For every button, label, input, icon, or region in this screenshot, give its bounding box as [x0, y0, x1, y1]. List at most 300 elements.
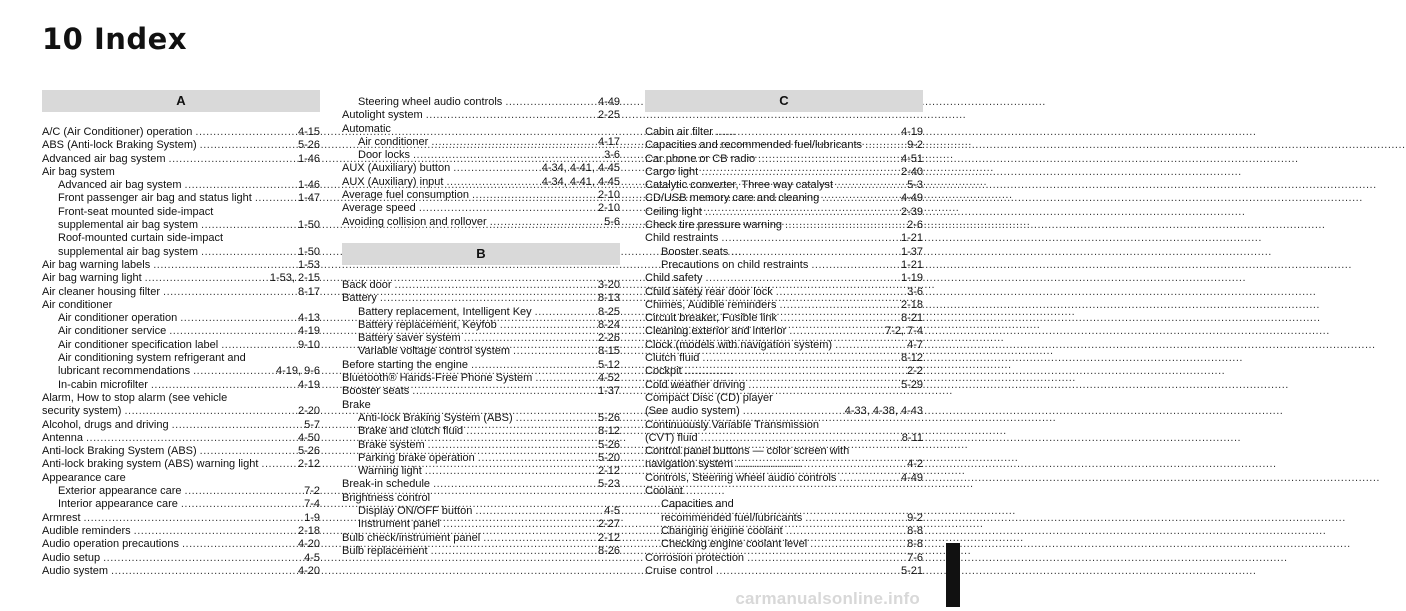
entry-term: Chimes, Audible reminders: [645, 298, 777, 311]
dot-leader: [705, 206, 898, 219]
index-entry: [645, 405, 923, 418]
entry-page: 9-10: [297, 338, 320, 351]
entry-term: AUX (Auxiliary) button: [342, 162, 451, 175]
index-entry: [42, 498, 320, 511]
dot-leader: [145, 272, 267, 285]
entry-page: 8-12: [900, 352, 923, 365]
dot-leader: [805, 512, 904, 525]
dot-leader: [453, 162, 539, 175]
entry-page: 4-34, 4-41, 4-45: [541, 175, 620, 188]
entry-page: 1-9: [304, 511, 320, 524]
entry-page: 5-6: [604, 215, 620, 228]
entry-page: 2-18: [900, 298, 923, 311]
entry-term: (See audio system): [645, 405, 740, 418]
index-entry: [645, 552, 923, 565]
entry-page: 2-6: [907, 219, 923, 232]
dot-leader: [395, 279, 595, 292]
entry-page: 4-13: [297, 312, 320, 325]
entry-page: 1-50: [297, 245, 320, 258]
index-entry: [342, 96, 620, 109]
entry-term: Cleaning exterior and interior: [645, 325, 787, 338]
entry-page: 4-2: [907, 458, 923, 471]
entry-term: In-cabin microfilter: [58, 378, 148, 391]
entry-term: Brake system: [358, 438, 425, 451]
entry-term: Door locks: [358, 149, 410, 162]
entry-page: 2-18: [297, 524, 320, 537]
entry-page: 1-46: [297, 152, 320, 165]
dot-leader: [380, 292, 595, 305]
index-entry: [42, 192, 320, 205]
index-entry: [645, 512, 923, 525]
dot-leader: [413, 149, 601, 162]
entry-page: 2-26: [597, 332, 620, 345]
dot-leader: [747, 552, 904, 565]
entry-page: 2-40: [900, 165, 923, 178]
index-entry: [342, 399, 620, 412]
dot-leader: [134, 525, 295, 538]
entry-term: Anti-lock Braking System (ABS): [42, 445, 197, 458]
entry-term: navigation system: [645, 458, 734, 471]
entry-page: 4-20: [297, 564, 320, 577]
index-entry: [42, 139, 320, 152]
index-entry: [645, 352, 923, 365]
index-entry: [42, 206, 320, 219]
section-letter-a: A: [42, 90, 320, 112]
entry-page: 8-15: [597, 345, 620, 358]
entry-term: Audio system: [42, 564, 109, 577]
dot-leader: [483, 532, 595, 545]
index-entry: [342, 109, 620, 122]
entry-term: Back door: [342, 278, 392, 291]
index-entry: [342, 202, 620, 215]
entry-term: Display ON/OFF button: [358, 505, 473, 518]
index-entry: [42, 219, 320, 232]
entry-term: Interior appearance care: [58, 498, 178, 511]
entry-page: 1-19: [900, 272, 923, 285]
index-entry: [42, 153, 320, 166]
dot-leader: [779, 299, 898, 312]
dot-leader: [535, 372, 595, 385]
entry-page: 4-49: [900, 192, 923, 205]
entry-page: 8-17: [297, 285, 320, 298]
index-entry: [645, 192, 923, 205]
index-entry: [42, 126, 320, 139]
index-entry: [645, 472, 923, 485]
entry-term: Cockpit: [645, 365, 682, 378]
index-entry: [645, 445, 923, 458]
entry-page: 1-53: [297, 258, 320, 271]
entry-term: Antenna: [42, 431, 83, 444]
dot-leader: [84, 512, 302, 525]
entry-term: Autolight system: [342, 109, 423, 122]
index-entry: [645, 219, 923, 232]
entry-page: 2-25: [597, 109, 620, 122]
entry-page: 3-6: [604, 149, 620, 162]
entry-term: Audio setup: [42, 551, 101, 564]
dot-leader: [195, 126, 295, 139]
entry-term: Bluetooth® Hands-Free Phone System: [342, 372, 533, 385]
dot-leader: [685, 365, 904, 378]
entry-term: Controls, Steering wheel audio controls: [645, 471, 837, 484]
entry-term: Audio operation precautions: [42, 538, 179, 551]
dot-leader: [478, 452, 595, 465]
index-entry: [342, 545, 620, 558]
entry-term: Air conditioner service: [58, 325, 167, 338]
entry-term: Brightness control: [342, 491, 431, 504]
index-entry: [342, 505, 620, 518]
entry-term: Air conditioner specification label: [58, 338, 219, 351]
entry-page: 4-51: [900, 152, 923, 165]
index-entry: [42, 166, 320, 179]
entry-page: 8-11: [901, 431, 923, 444]
entry-term: Continuously Variable Transmission: [645, 418, 820, 431]
index-entry: [42, 538, 320, 551]
entry-page: 8-24: [597, 318, 620, 331]
entry-page: 4-49: [900, 471, 923, 484]
entry-term: Average fuel consumption: [342, 189, 469, 202]
watermark: carmanualsonline.info: [735, 589, 920, 608]
dot-leader: [701, 432, 899, 445]
index-entry: [645, 339, 923, 352]
dot-leader: [716, 126, 898, 139]
index-entry: [342, 425, 620, 438]
index-entry: [342, 123, 620, 136]
entry-term: lubricant recommendations: [58, 365, 191, 378]
entry-page: 1-46: [297, 179, 320, 192]
dot-leader: [786, 525, 904, 538]
entry-term: A/C (Air Conditioner) operation: [42, 126, 193, 138]
dot-leader: [425, 465, 595, 478]
dot-leader: [811, 259, 898, 272]
dot-leader: [431, 136, 595, 149]
entry-page: 8-8: [907, 524, 923, 537]
index-entry: [645, 126, 923, 139]
dot-leader: [185, 485, 302, 498]
index-entry: [645, 179, 923, 192]
entry-page: 8-12: [597, 425, 620, 438]
entry-term: Alcohol, drugs and driving: [42, 418, 169, 431]
chapter-tab: [946, 543, 960, 607]
entry-term: Booster seats: [342, 385, 410, 398]
index-entry: [342, 306, 620, 319]
dot-leader: [705, 272, 897, 285]
dot-leader: [181, 498, 301, 511]
index-entry: [342, 372, 620, 385]
index-entry: [42, 552, 320, 565]
dot-leader: [201, 219, 295, 232]
entry-term: Circuit breaker, Fusible link: [645, 312, 778, 325]
index-entry: [42, 325, 320, 338]
dot-leader: [255, 192, 295, 205]
entry-term: AUX (Auxiliary) input: [342, 175, 444, 188]
dot-leader: [721, 232, 898, 245]
entry-page: 3-20: [597, 278, 620, 291]
entry-term: Catalytic converter, Three way catalyst: [645, 179, 834, 192]
index-entry: [42, 392, 320, 405]
entry-term: Avoiding collision and rollover: [342, 215, 487, 228]
entry-page: 2-39: [900, 205, 923, 218]
index-entry: [645, 299, 923, 312]
index-entry: [42, 365, 320, 378]
index-entry: [645, 325, 923, 338]
dot-leader: [471, 359, 595, 372]
entry-page: 5-26: [597, 411, 620, 424]
dot-leader: [839, 472, 898, 485]
index-entry: [42, 179, 320, 192]
entry-term: Average speed: [342, 202, 416, 215]
entry-page: 2-27: [597, 518, 620, 531]
entries-b: [342, 279, 620, 558]
index-entry: [342, 176, 620, 189]
entry-term: Front passenger air bag and status light: [58, 192, 252, 205]
dot-leader: [736, 458, 904, 471]
dot-leader: [433, 478, 595, 491]
entry-term: Corrosion protection: [645, 551, 745, 564]
index-entry: [645, 565, 923, 578]
entry-page: 7-2: [304, 485, 320, 498]
dot-leader: [443, 518, 595, 531]
entry-term: security system): [42, 405, 122, 418]
index-entry: [342, 465, 620, 478]
entry-page: 7-6: [907, 551, 923, 564]
index-column-a: [42, 90, 320, 578]
index-entry: [42, 379, 320, 392]
index-entry: [645, 139, 923, 152]
index-entry: [645, 312, 923, 325]
dot-leader: [701, 166, 898, 179]
entry-term: Break-in schedule: [342, 478, 431, 491]
index-entry: [42, 246, 320, 259]
index-entry: [645, 272, 923, 285]
entry-term: Changing engine coolant: [661, 524, 783, 537]
index-entry: [342, 279, 620, 292]
entry-term: Exterior appearance care: [58, 485, 182, 498]
entry-term: Air bag system: [42, 165, 115, 178]
dot-leader: [200, 445, 295, 458]
dot-leader: [180, 312, 295, 325]
dot-leader: [472, 189, 595, 202]
entry-page: 4-5: [304, 551, 320, 564]
entry-term: Battery replacement, Intelligent Key: [358, 305, 532, 318]
index-entry: [645, 206, 923, 219]
entries-a-continued: [342, 96, 620, 229]
dot-leader: [86, 432, 295, 445]
entries-c: [645, 126, 923, 578]
index-entry: [342, 189, 620, 202]
entry-term: Audible reminders: [42, 524, 131, 537]
entry-page: 4-15: [297, 126, 320, 138]
dot-leader: [169, 325, 295, 338]
entry-term: Cold weather driving: [645, 378, 746, 391]
entry-page: 5-23: [597, 478, 620, 491]
entry-term: Battery saver system: [358, 332, 461, 345]
entry-term: Variable voltage control system: [358, 345, 511, 358]
entry-term: Roof-mounted curtain side-impact: [58, 232, 224, 245]
dot-leader: [185, 179, 295, 192]
entry-page: 1-21: [900, 258, 923, 271]
entry-term: Before starting the engine: [342, 358, 468, 371]
entry-page: 5-3: [907, 179, 923, 192]
entry-term: Child restraints: [645, 232, 719, 245]
dot-leader: [151, 379, 295, 392]
entry-page: 8-25: [597, 305, 620, 318]
index-entry: [42, 458, 320, 471]
dot-leader: [702, 352, 898, 365]
entry-term: Anti-lock braking system (ABS) warning light: [42, 458, 259, 471]
dot-leader: [505, 96, 595, 109]
entry-page: 1-37: [900, 245, 923, 258]
index-entry: [342, 518, 620, 531]
entry-term: supplemental air bag system: [58, 219, 199, 232]
entry-term: Child safety: [645, 272, 703, 285]
index-entry: [342, 359, 620, 372]
section-letter-c: C: [645, 90, 923, 112]
entry-page: 4-19: [900, 126, 923, 138]
index-entry: [342, 292, 620, 305]
dot-leader: [466, 425, 595, 438]
entry-page: 1-21: [900, 232, 923, 245]
entry-page: 1-53, 2-15: [269, 272, 320, 285]
entry-page: 4-7: [907, 338, 923, 351]
dot-leader: [780, 312, 898, 325]
index-entry: [42, 525, 320, 538]
entry-page: 4-5: [604, 505, 620, 518]
entry-page: 9-2: [907, 511, 923, 524]
entry-page: 5-26: [597, 438, 620, 451]
entry-page: 4-50: [297, 431, 320, 444]
entry-page: 4-49: [597, 96, 620, 108]
index-entry: [645, 246, 923, 259]
entry-page: 4-17: [597, 135, 620, 148]
dot-leader: [169, 153, 295, 166]
dot-leader: [743, 405, 842, 418]
entry-term: Brake: [342, 398, 371, 411]
entry-page: 5-20: [597, 451, 620, 464]
index-entry: [645, 379, 923, 392]
entry-term: Instrument panel: [358, 518, 440, 531]
index-entry: [645, 458, 923, 471]
entry-term: Coolant: [645, 485, 683, 498]
dot-leader: [776, 286, 904, 299]
entry-term: Air cleaner housing filter: [42, 285, 161, 298]
dot-leader: [124, 405, 295, 418]
dot-leader: [103, 552, 301, 565]
entry-term: Cabin air filter: [645, 126, 713, 138]
entries-a: [42, 126, 320, 578]
entry-page: 1-37: [597, 385, 620, 398]
index-entry: [645, 432, 923, 445]
dot-leader: [748, 379, 898, 392]
entry-page: 4-52: [597, 372, 620, 385]
entry-term: Air bag warning light: [42, 272, 142, 285]
entry-term: Compact Disc (CD) player: [645, 391, 773, 404]
index-entry: [645, 525, 923, 538]
entry-term: Capacities and recommended fuel/lubricants: [645, 139, 863, 152]
entry-term: Capacities and: [661, 498, 734, 511]
entry-term: CD/USB memory care and cleaning: [645, 192, 820, 205]
entry-page: 9-2: [907, 139, 923, 152]
index-entry: [42, 312, 320, 325]
dot-leader: [490, 216, 601, 229]
dot-leader: [431, 545, 595, 558]
entry-term: Car phone or CB radio: [645, 152, 756, 165]
dot-leader: [475, 505, 601, 518]
page-title: 10 Index: [42, 22, 188, 56]
entry-term: supplemental air bag system: [58, 245, 199, 258]
entry-term: Battery: [342, 292, 377, 305]
entry-term: recommended fuel/lubricants: [661, 511, 803, 524]
dot-leader: [789, 325, 882, 338]
entry-page: 5-26: [297, 445, 320, 458]
dot-leader: [172, 419, 302, 432]
dot-leader: [426, 109, 595, 122]
entry-page: 8-21: [900, 312, 923, 325]
index-entry: [645, 153, 923, 166]
entry-term: Appearance care: [42, 471, 126, 484]
index-entry: [42, 405, 320, 418]
dot-leader: [221, 339, 295, 352]
entry-page: 5-21: [900, 564, 923, 577]
entry-page: 4-34, 4-41, 4-45: [541, 162, 620, 175]
entry-term: Brake and clutch fluid: [358, 425, 464, 438]
entry-term: Air conditioner operation: [58, 312, 178, 325]
entry-page: 7-4: [304, 498, 320, 511]
index-entry: [342, 532, 620, 545]
entry-term: Booster seats: [661, 245, 729, 258]
entry-page: 4-19: [297, 325, 320, 338]
index-entry: [42, 259, 320, 272]
index-entry: [42, 472, 320, 485]
entry-term: Air bag warning labels: [42, 258, 151, 271]
entry-page: 2-12: [597, 465, 620, 478]
dot-leader: [535, 306, 595, 319]
index-entry: [645, 498, 923, 511]
entry-term: Advanced air bag system: [58, 179, 182, 192]
entry-term: Ceiling light: [645, 205, 702, 218]
entry-term: Front-seat mounted side-impact: [58, 205, 214, 218]
dot-leader: [716, 565, 898, 578]
entry-term: Parking brake operation: [358, 451, 475, 464]
entry-term: ABS (Anti-lock Braking System): [42, 139, 197, 152]
dot-leader: [163, 286, 295, 299]
entry-term: Clock (models with navigation system): [645, 338, 833, 351]
index-entry: [42, 232, 320, 245]
entry-page: 4-19, 9-6: [275, 365, 320, 378]
index-entry: [342, 345, 620, 358]
dot-leader: [464, 332, 595, 345]
entry-page: 2-12: [297, 458, 320, 471]
index-entry: [342, 412, 620, 425]
entry-page: 8-26: [597, 544, 620, 557]
entry-page: 4-19: [297, 378, 320, 391]
dot-leader: [261, 458, 295, 471]
entry-page: 7-2, 7-4: [885, 325, 923, 338]
dot-leader: [412, 385, 595, 398]
index-entry: [42, 419, 320, 432]
entry-term: Anti-lock Braking System (ABS): [358, 411, 513, 424]
entry-page: 1-47: [297, 192, 320, 205]
dot-leader: [731, 246, 898, 259]
entry-term: Automatic: [342, 122, 391, 135]
entry-term: Control panel buttons — color screen with: [645, 445, 850, 458]
entry-term: Precautions on child restraints: [661, 258, 809, 271]
entry-page: 5-7: [304, 418, 320, 431]
index-entry: [342, 162, 620, 175]
entry-page: 2-20: [297, 405, 320, 418]
dot-leader: [153, 259, 295, 272]
entry-page: 8-8: [907, 538, 923, 551]
index-entry: [42, 565, 320, 578]
